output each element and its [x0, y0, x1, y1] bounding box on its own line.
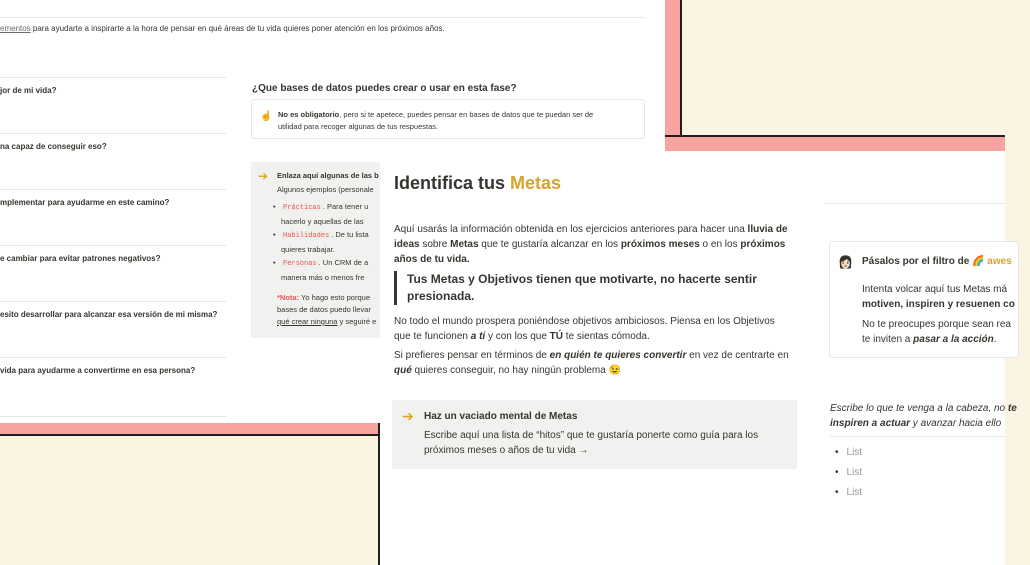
toggle-subtext: Algunos ejemplos (personale — [277, 185, 374, 194]
frame-line — [0, 434, 382, 436]
arrow-right-icon[interactable]: ➔ — [402, 408, 414, 424]
list-item: • Habilidades . De tu lista quieres trabajar. — [273, 230, 369, 254]
toggle-brain-dump[interactable] — [392, 400, 797, 469]
toggle-heading: Haz un vaciado mental de Metas — [424, 411, 578, 422]
front-page — [380, 151, 1017, 565]
avatar-icon: 👩🏻 — [838, 255, 853, 269]
divider — [830, 436, 1005, 437]
callout-line: Intenta volcar aquí tus Metas má — [862, 284, 1008, 295]
list-item: • Prácticas . Para tener u hacerlo y aquellas de las — [273, 202, 369, 226]
list-item: • Personas . Un CRM de a manera más o menos fre — [273, 258, 369, 282]
background-top-right — [680, 0, 1005, 135]
question-row: mplementar para ayudarme en este camino? — [0, 189, 226, 207]
question-row: jor de mi vida? — [0, 77, 226, 95]
list-item[interactable]: • List — [835, 487, 863, 498]
paragraph: Si prefieres pensar en términos de en quién te quieres convertir en vez de centrarte en qué quieres conseguir, no hay ningún problema 😉 — [394, 350, 789, 376]
toggle-heading: Enlaza aquí algunas de las b — [277, 171, 379, 180]
note-text: *Nota: Yo hago esto porque bases de datos puedo llevar qué crear ninguna y seguiré e — [277, 293, 377, 326]
section-heading: ¿Que bases de datos puedes crear o usar en esta fase? — [252, 83, 517, 94]
code-tag: Habilidades — [283, 232, 330, 240]
callout-heading: Pásalos por el filtro de 🌈 awes — [862, 256, 1012, 267]
callout-line: te inviten a pasar a la acción. — [862, 334, 997, 345]
paragraph: No todo el mundo prospera poniéndose objetivos ambiciosos. Piensa en los Objetivos que te funcionen a ti y con los que TÚ te sientas cómoda. — [394, 316, 775, 342]
frame-line — [680, 0, 682, 138]
intro-text: ementos para ayudarte a inspirarte a la hora de pensar en qué áreas de tu vida quieres poner atención en los próximos años. — [0, 17, 645, 33]
callout-line: motiven, inspiren y resuenen co — [862, 299, 1015, 310]
divider — [0, 416, 226, 417]
pointing-up-icon: ☝ — [260, 111, 273, 122]
callout-line: No te preocupes porque sean rea — [862, 319, 1011, 330]
list-item[interactable]: • List — [835, 467, 863, 478]
question-row: vida para ayudarme a convertirme en esa persona? — [0, 357, 226, 375]
intro-paragraph: Aquí usarás la información obtenida en los ejercicios anteriores para hacer una lluvia de ideas sobre Metas que te gustaría alcanzar en los próximos meses o en los próximos años de tu vida. — [394, 224, 788, 265]
question-row: esito desarrollar para alcanzar esa versión de mi misma? — [0, 301, 226, 319]
question-row: na capaz de conseguir eso? — [0, 133, 226, 151]
toggle-databases[interactable] — [251, 162, 391, 338]
code-tag: Prácticas — [283, 204, 321, 212]
list-item[interactable]: • List — [835, 447, 863, 458]
intro-link[interactable]: ementos — [0, 24, 31, 33]
note-link[interactable]: qué crear ninguna — [277, 317, 338, 326]
callout-optional — [251, 99, 645, 139]
quote-block: Tus Metas y Objetivos tienen que motivarte, no hacerte sentir presionada. — [394, 271, 789, 305]
instruction-text: Escribe lo que te venga a la cabeza, no te inspiren a actuar y avanzar hacia ello — [830, 403, 1017, 429]
callout-filter — [829, 241, 1019, 358]
callout-text: No es obligatorio, pero si te apetece, puedes pensar en bases de datos que te puedan ser de utilidad para recoger algunas de tus respuestas. — [278, 110, 594, 131]
question-row: e cambiar para evitar patrones negativos? — [0, 245, 226, 263]
arrow-right-icon[interactable]: ➔ — [258, 169, 269, 183]
toggle-body: Escribe aquí una lista de “hitos” que te gustaría ponerte como guía para los próximos meses o años de tu vida → — [424, 430, 759, 456]
divider — [825, 203, 1005, 204]
page-title: Identifica tus Metas — [394, 173, 562, 193]
code-tag: Personas — [283, 260, 317, 268]
rainbow-icon: 🌈 — [972, 256, 985, 267]
